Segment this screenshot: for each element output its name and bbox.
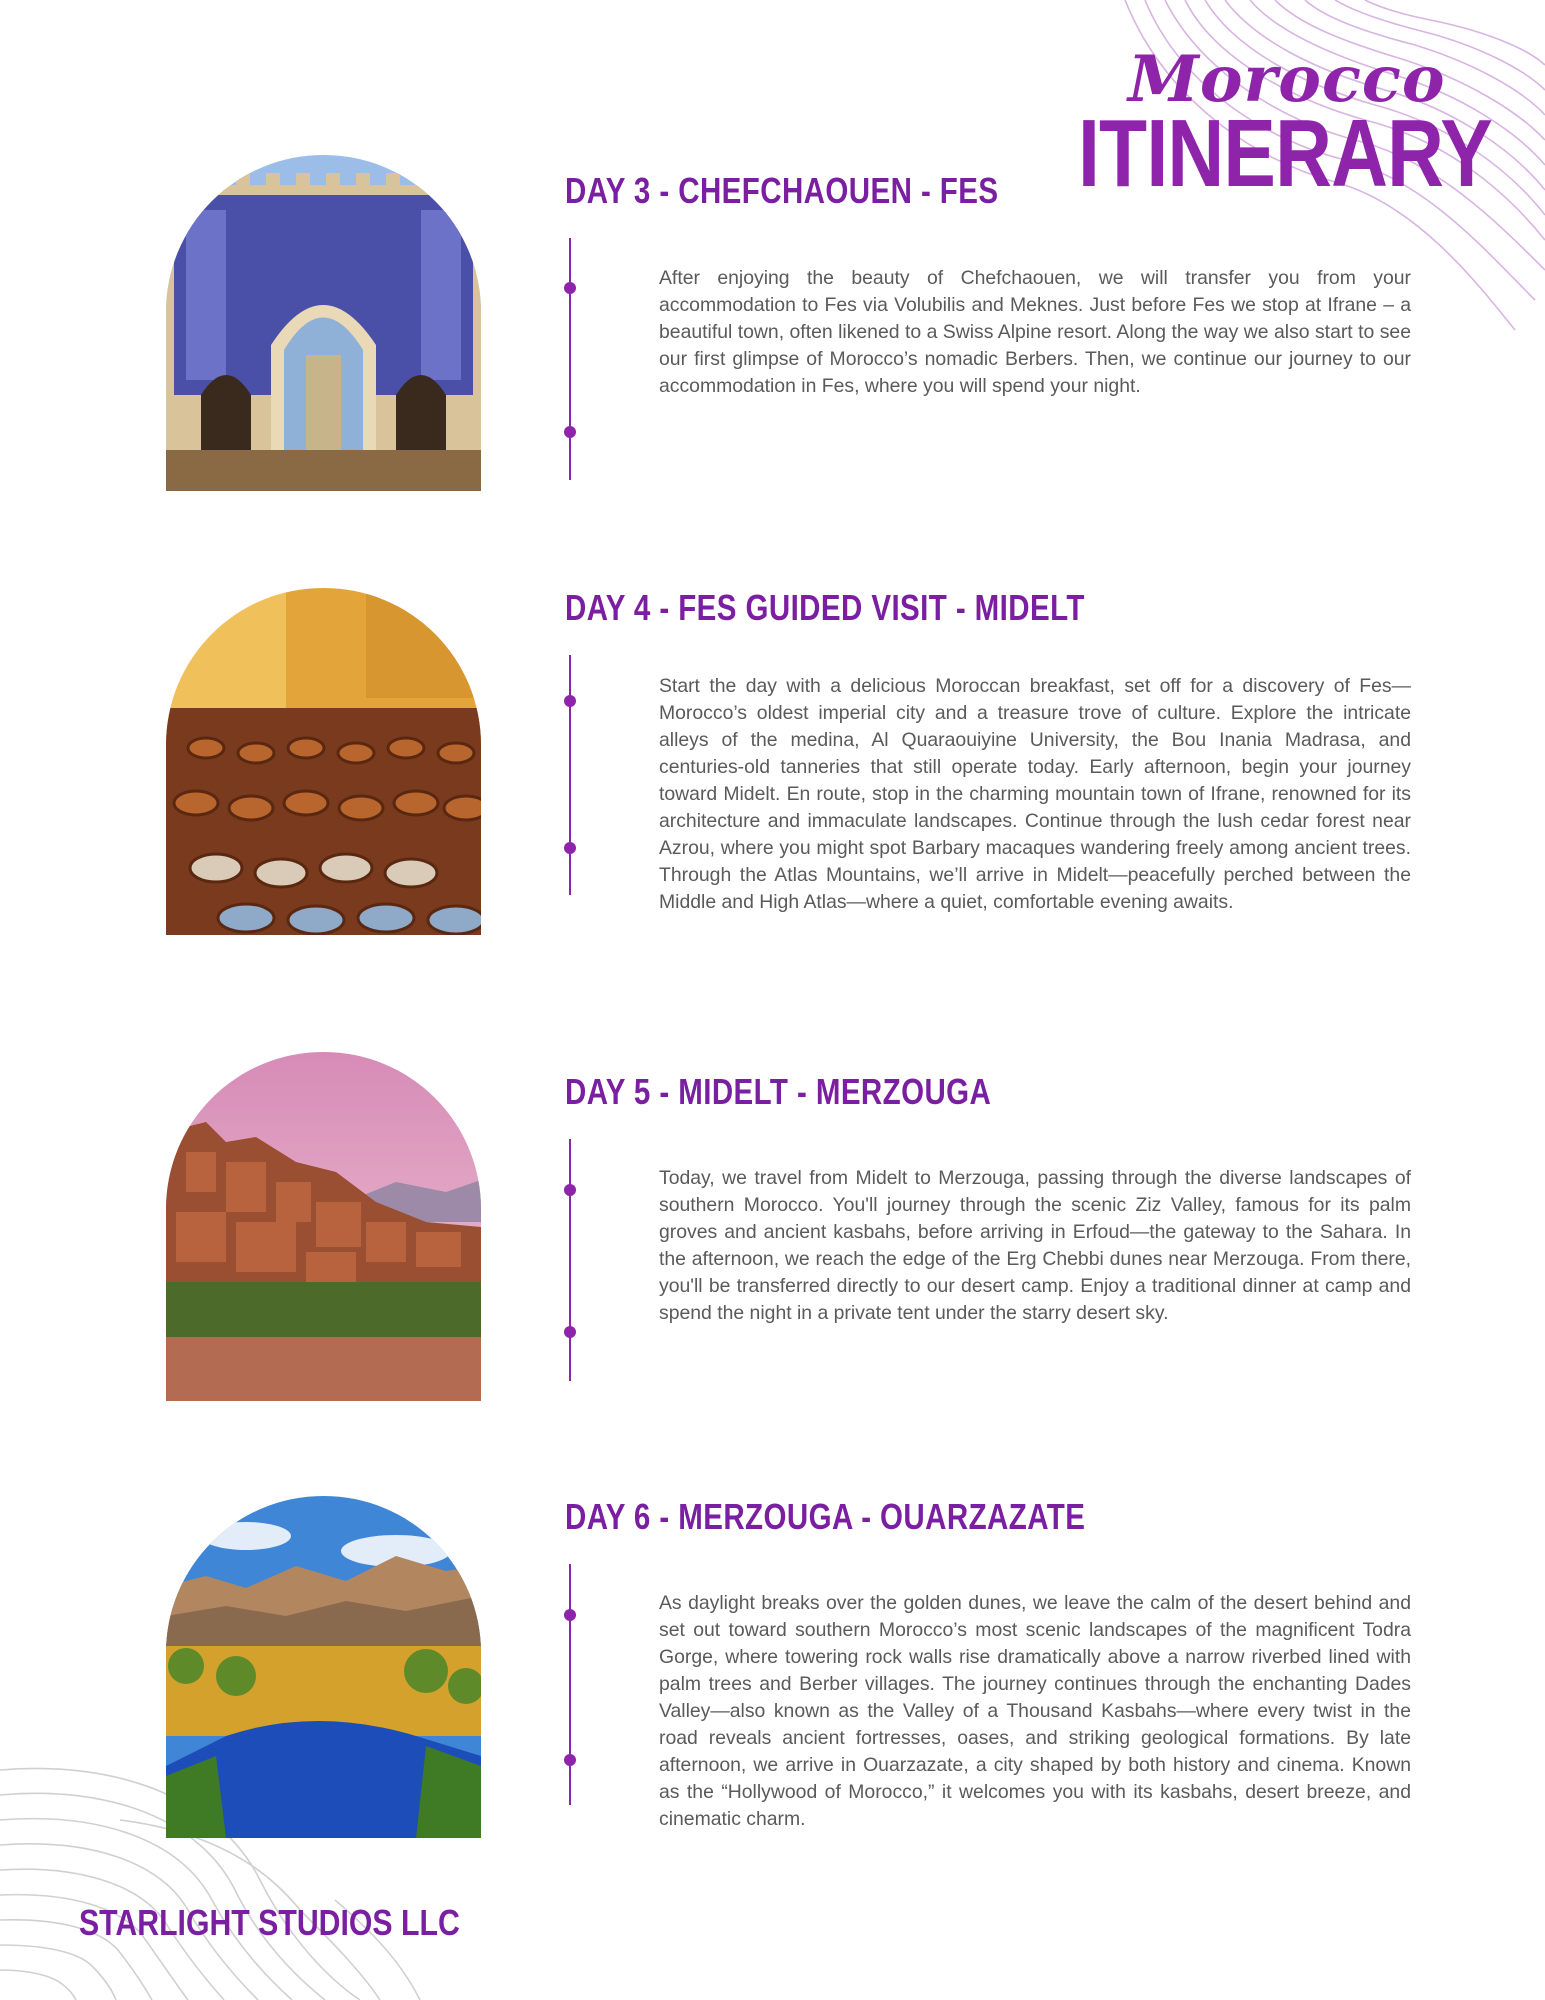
timeline-dot-icon bbox=[564, 1184, 576, 1196]
timeline bbox=[564, 1564, 576, 1805]
day-description: As daylight breaks over the golden dunes, we leave the calm of the desert behind and set out toward southern Morocco’s most scenic landscapes of the magnificent Todra Gorge, where towering rock walls rise dramatically above a narrow riverbed lined with palm trees and Berber villages. The journey continues through the enchanting Dades Valley—also known as the Valley of a Thousand Kasbahs—where every twist in the road reveals ancient fortresses, oases, and striking geological formations. By late afternoon, we arrive in Ouarzazate, a city shaped by both history and cinema. Known as the “Hollywood of Morocco,” it welcomes you with its kasbahs, desert breeze, and cinematic charm. bbox=[659, 1592, 1411, 1830]
timeline-dot-icon bbox=[564, 1326, 576, 1338]
timeline-dot-icon bbox=[564, 282, 576, 294]
day-6-photo-valley bbox=[166, 1496, 481, 1838]
timeline-line bbox=[569, 1564, 571, 1805]
timeline-dot-icon bbox=[564, 1609, 576, 1621]
day-title: DAY 6 - MERZOUGA - OUARZAZATE bbox=[565, 1496, 1086, 1537]
timeline-line bbox=[569, 655, 571, 895]
timeline bbox=[564, 238, 576, 480]
day-description: After enjoying the beauty of Chefchaouen, we will transfer you from your accommodation to Fes via Volubilis and Meknes. Just before Fes we stop at Ifrane – a beautiful town, often likened to a Swiss Alpine resort. Along the way we also start to see our first glimpse of Morocco’s nomadic Berbers. Then, we continue our journey to our accommodation in Fes, where you will spend your night. bbox=[659, 267, 1411, 397]
timeline-dot-icon bbox=[564, 842, 576, 854]
day-title: DAY 3 - CHEFCHAOUEN - FES bbox=[565, 170, 999, 211]
timeline-line bbox=[569, 1139, 571, 1381]
header-script-title: Morocco bbox=[1128, 42, 1446, 117]
timeline bbox=[564, 655, 576, 895]
day-description: Today, we travel from Midelt to Merzouga, passing through the diverse landscapes of southern Morocco. You'll journey through the scenic Ziz Valley, famous for its palm groves and ancient kasbahs, before arriving in Erfoud—the gateway to the Sahara. In the afternoon, we reach the edge of the Erg Chebbi dunes near Merzouga. From there, you'll be transferred directly to our desert camp. Enjoy a traditional dinner at camp and spend the night in a private tent under the starry desert sky. bbox=[659, 1167, 1411, 1324]
timeline-dot-icon bbox=[564, 426, 576, 438]
day-title: DAY 5 - MIDELT - MERZOUGA bbox=[565, 1071, 992, 1112]
day-title: DAY 4 - FES GUIDED VISIT - MIDELT bbox=[565, 587, 1085, 628]
brand-name: STARLIGHT STUDIOS LLC bbox=[79, 1902, 460, 1943]
header-title: ITINERARY bbox=[1078, 100, 1492, 207]
timeline bbox=[564, 1139, 576, 1381]
day-description: Start the day with a delicious Moroccan breakfast, set off for a discovery of Fes—Morocco’s oldest imperial city and a treasure trove of culture. Explore the intricate alleys of the medina, Al Quaraouiyine University, the Bou Inania Madrasa, and centuries-old tanneries that still operate today. Early afternoon, begin your journey toward Midelt. En route, stop in the charming mountain town of Ifrane, renowned for its architecture and immaculate landscapes. Continue through the lush cedar forest near Azrou, where you might spot Barbary macaques wandering freely among ancient trees. Through the Atlas Mountains, we’ll arrive in Midelt—peacefully perched between the Middle and High Atlas—where a quiet, comfortable evening awaits. bbox=[659, 675, 1411, 913]
timeline-line bbox=[569, 238, 571, 480]
timeline-dot-icon bbox=[564, 695, 576, 707]
day-5-photo-kasbah bbox=[166, 1052, 481, 1401]
timeline-dot-icon bbox=[564, 1754, 576, 1766]
day-3-photo-gate bbox=[166, 155, 481, 491]
day-4-photo-tannery bbox=[166, 588, 481, 935]
